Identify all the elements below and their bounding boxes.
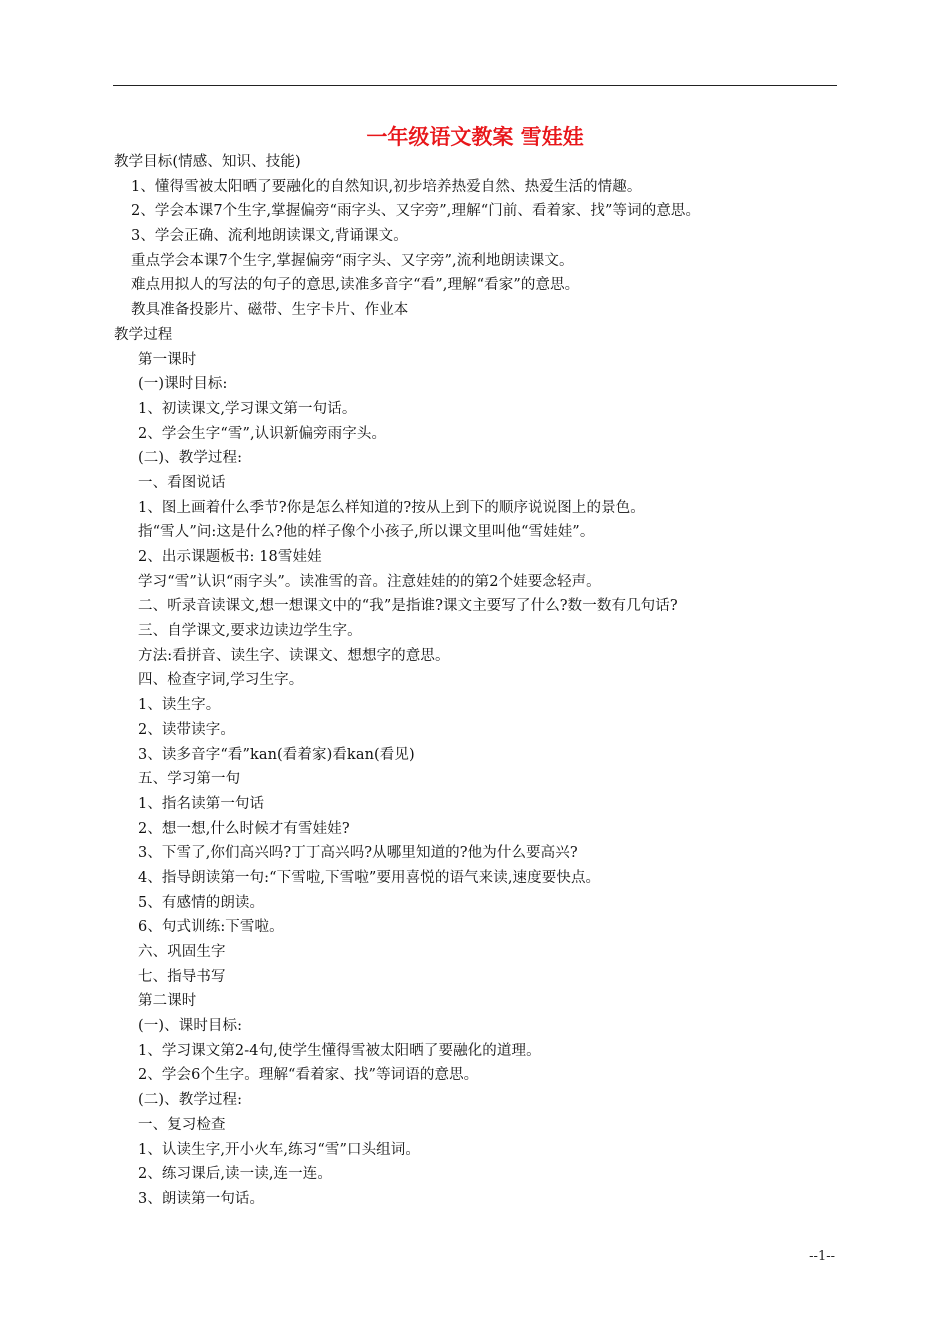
text-line: 2、想一想,什么时候才有雪娃娃? (138, 820, 350, 837)
text-line: 1、懂得雪被太阳晒了要融化的自然知识,初步培养热爱自然、热爱生活的情趣。 (131, 178, 642, 195)
text-line: 教学过程 (114, 326, 173, 343)
text-line: 四、检查字词,学习生字。 (138, 672, 304, 689)
document-body (0, 150, 950, 1212)
text-line: 1、初读课文,学习课文第一句话。 (138, 400, 357, 417)
text-line: 二、听录音读课文,想一想课文中的“我”是指谁?课文主要写了什么?数一数有几句话? (138, 598, 678, 615)
text-line: 方法:看拼音、读生字、读课文、想想字的意思。 (138, 647, 450, 664)
text-line: 学习“雪”认识“雨字头”。读准雪的音。注意娃娃的的第2个娃要念轻声。 (138, 573, 601, 590)
text-line: 三、自学课文,要求边读边学生字。 (138, 623, 362, 640)
text-line: 2、练习课后,读一读,连一连。 (138, 1166, 332, 1183)
text-line: (二)、教学过程: (138, 450, 243, 467)
text-line: 五、学习第一句 (138, 771, 241, 788)
text-line: 1、学习课文第2-4句,使学生懂得雪被太阳晒了要融化的道理。 (138, 1042, 541, 1059)
text-line: 重点学会本课7个生字,掌握偏旁“雨字头、又字旁”,流利地朗读课文。 (131, 252, 574, 269)
text-line: 2、学会6个生字。理解“看着家、找”等词语的意思。 (138, 1067, 479, 1084)
text-line: (二)、教学过程: (138, 1092, 243, 1109)
text-line: 1、读生字。 (138, 697, 221, 714)
page-number: --1-- (809, 1249, 835, 1264)
text-line: 3、读多音字“看”kan(看着家)看kan(看见) (138, 746, 415, 763)
text-line: 3、学会正确、流利地朗读课文,背诵课文。 (131, 228, 408, 245)
text-line: 教学目标(情感、知识、技能) (114, 154, 301, 170)
text-line: 5、有感情的朗读。 (138, 894, 265, 911)
text-line: 2、学会生字“雪”,认识新偏旁雨字头。 (138, 425, 387, 442)
text-line: 一、看图说话 (138, 474, 226, 491)
text-line: 1、认读生字,开小火车,练习“雪”口头组词。 (138, 1141, 420, 1158)
text-line: 七、指导书写 (138, 968, 226, 985)
text-line: 第一课时 (138, 351, 197, 368)
text-line: 6、句式训练:下雪啦。 (138, 919, 284, 936)
text-line: 指“雪人”问:这是什么?他的样子像个小孩子,所以课文里叫他“雪娃娃”。 (138, 524, 595, 541)
text-line: (一)、课时目标: (138, 1018, 243, 1035)
text-line: 1、图上画着什么季节?你是怎么样知道的?按从上到下的顺序说说图上的景色。 (138, 499, 645, 516)
text-line: 2、读带读字。 (138, 721, 235, 738)
text-line: 3、下雪了,你们高兴吗?丁丁高兴吗?从哪里知道的?他为什么要高兴? (138, 845, 578, 862)
text-line: 六、巩固生字 (138, 944, 226, 960)
header-rule (113, 85, 837, 86)
text-line: 教具准备投影片、磁带、生字卡片、作业本 (131, 302, 409, 319)
text-line: 难点用拟人的写法的句子的意思,读准多音字“看”,理解“看家”的意思。 (131, 277, 580, 294)
text-line: 1、指名读第一句话 (138, 795, 265, 812)
text-line: 第二课时 (138, 993, 197, 1010)
text-line: 2、出示课题板书: 18雪娃娃 (138, 549, 322, 565)
text-line: 3、朗读第一句话。 (138, 1190, 265, 1207)
text-line: 2、学会本课7个生字,掌握偏旁“雨字头、又字旁”,理解“门前、看着家、找”等词的意思。 (131, 203, 701, 220)
text-line: (一)课时目标: (138, 376, 228, 393)
document-title: 一年级语文教案 雪娃娃 (366, 125, 584, 149)
text-line: 4、指导朗读第一句:“下雪啦,下雪啦”要用喜悦的语气来读,速度要快点。 (138, 869, 601, 886)
text-line: 一、复习检查 (138, 1116, 226, 1133)
